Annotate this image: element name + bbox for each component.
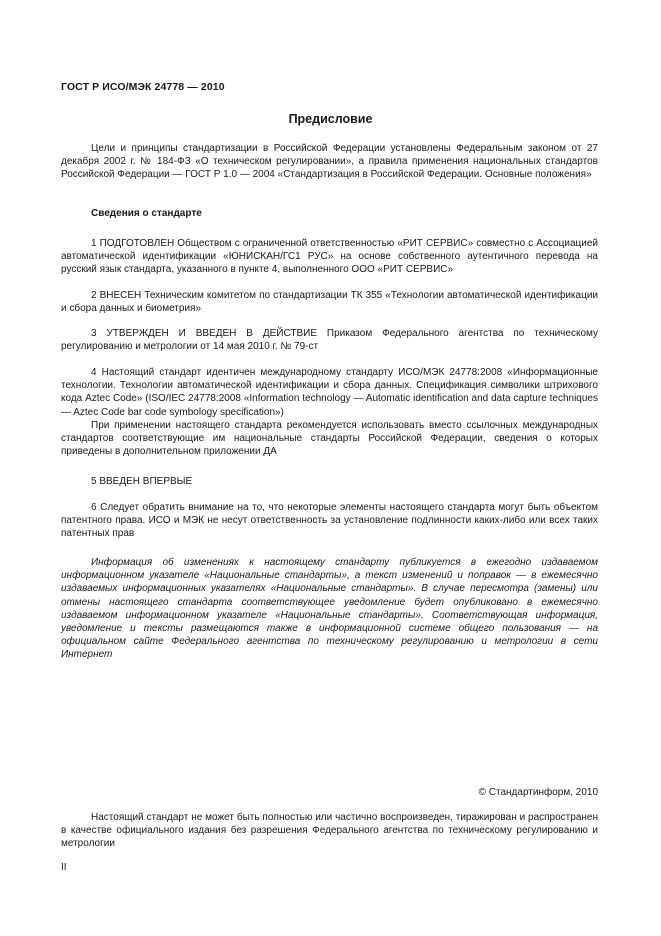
page-number: II (61, 862, 67, 873)
intro-paragraph (61, 142, 598, 182)
item-3: 3 УТВЕРЖДЕН И ВВЕДЕН В ДЕЙСТВИЕ Приказом Федерального агентства по техническому регулированию и метрологии от 14 мая 2010 г. № 79-ст (61, 328, 598, 353)
item-2-block (61, 289, 598, 315)
page-title (0, 112, 661, 126)
footer-note: Настоящий стандарт не может быть полностью или частично воспроизведен, тиражирован и распространен в качестве официального издания без разрешения Федерального агентства по техническому регулированию и метрологии (61, 812, 598, 850)
section-heading: Сведения о стандарте (91, 208, 202, 219)
notice-text: Информация об изменениях к настоящему стандарту публикуется в ежегодно издаваемом информационном указателе «Национальные стандарты», а текст изменений и поправок — в ежемесячно издаваемых информационных указателях «Национальные стандарты». В случае пересмотра (замены) или отмены настоящего стандарта соответствующее уведомление будет опубликовано в ежемесячно издаваемом информационном указателе «Национальные стандарты». Соответствующая информация, уведомление и тексты размещаются также в информационной системе общего пользования — на официальном сайте Федерального агентства по техническому регулированию и метрологии в сети Интернет (61, 557, 598, 661)
item-4: 4 Настоящий стандарт идентичен международному стандарту ИСО/МЭК 24778:2008 «Информационные технологии. Технологии автоматической идентификации и сбора данных. Спецификация символики штрихового кода Aztec Code» (ISO/IEC 24778:2008 «Information technology — Automatic identification and data capture techniques — Aztec Code bar code symbology specification») (61, 367, 598, 418)
item-6: 6 Следует обратить внимание на то, что некоторые элементы настоящего стандарта могут быть объектом патентного права. ИСО и МЭК не несут ответственность за установление подлинности каких-либо или всех таких патентных прав (61, 502, 598, 540)
title-text: Предисловие (288, 112, 373, 126)
item-5: 5 ВВЕДЕН ВПЕРВЫЕ (91, 476, 193, 487)
item-3-block (61, 327, 598, 353)
section-heading-block (61, 207, 598, 220)
document-header: ГОСТ Р ИСО/МЭК 24778 — 2010 (61, 81, 225, 93)
copyright: © Стандартинформ, 2010 (478, 787, 598, 798)
item-5-block (61, 475, 598, 488)
item-2: 2 ВНЕСЕН Техническим комитетом по стандартизации ТК 355 «Технологии автоматической идентификации и сбора данных и биометрия» (61, 290, 598, 315)
footer-note-block (61, 811, 598, 851)
notice-block (61, 556, 598, 662)
item-1: 1 ПОДГОТОВЛЕН Обществом с ограниченной ответственностью «РИТ СЕРВИС» совместно с Ассоциацией автоматической идентификации «ЮНИСКАН/ГС1 РУС» на основе собственного аутентичного перевода на русский язык стандарта, указанного в пункте 4, выполненного ООО «РИТ СЕРВИС» (61, 238, 598, 276)
item-4-block (61, 366, 598, 458)
intro-text: Цели и принципы стандартизации в Российской Федерации установлены Федеральным законом от 27 декабря 2002 г. № 184-ФЗ «О техническом регулировании», а правила применения национальных стандартов Российской Федерации — ГОСТ Р 1.0 — 2004 «Стандартизация в Российской Федерации. Основные положения» (61, 143, 598, 181)
item-4-note: При применении настоящего стандарта рекомендуется использовать вместо ссылочных международных стандартов соответствующие им национальные стандарты Российской Федерации, сведения о которых приведены в дополнительном приложении ДА (61, 419, 598, 458)
item-1-block (61, 237, 598, 277)
item-6-block (61, 501, 598, 541)
